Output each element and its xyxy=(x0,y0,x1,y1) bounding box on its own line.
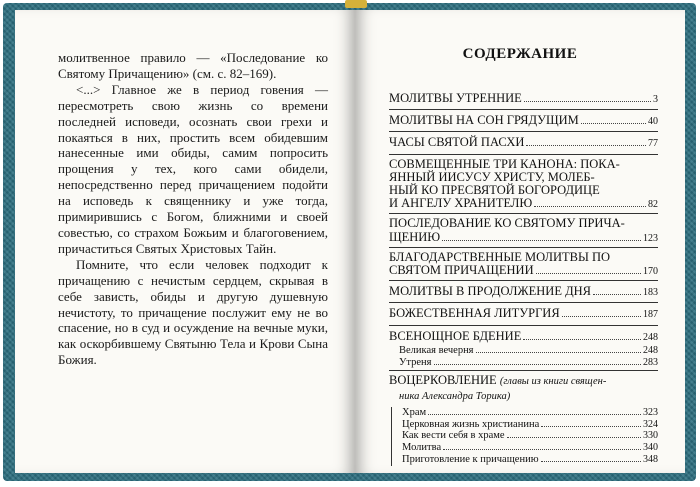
toc-entry-line: И АНГЕЛУ ХРАНИТЕЛЮ xyxy=(389,196,533,211)
toc-subentries xyxy=(389,345,658,369)
toc-subentry-title: Храм xyxy=(402,406,427,418)
toc-entry-note: (главы из книги священ- xyxy=(499,376,607,388)
toc-title: СОДЕРЖАНИЕ xyxy=(462,46,578,62)
toc-subentry[interactable] xyxy=(399,345,658,357)
toc-page-number: 248 xyxy=(643,344,658,356)
toc-subentries xyxy=(391,407,658,466)
toc-entry[interactable] xyxy=(389,158,658,215)
toc-entry[interactable] xyxy=(389,251,658,281)
toc-entry[interactable] xyxy=(389,374,658,467)
toc-subentry-title: Великая вечерня xyxy=(399,344,474,356)
toc-entry-line: ЯННЫЙ ИИСУСУ ХРИСТУ, МОЛЕБ- xyxy=(389,169,595,184)
toc-page-number: 77 xyxy=(648,138,658,150)
toc-entry-title: ЧАСЫ СВЯТОЙ ПАСХИ xyxy=(389,135,525,150)
toc-entry-line: ЩЕНИЮ xyxy=(389,229,441,244)
toc-entry-line: СВЯТОМ ПРИЧАЩЕНИИ xyxy=(389,263,534,278)
toc-entry[interactable] xyxy=(389,135,658,154)
toc-entry-note: ника Александра Торика) xyxy=(399,390,511,402)
paragraph: <...> Главное же в период говения — пересмотреть свою жизнь со времени последней исповеди, осознать свои грехи и покаяться в них, простить всем обидевшим нанесенные ими обиды, самим попросить прощения у тех, кого сами обидели, непосредственно перед причащением подойти на исповедь к священнику и уже тогда, примирившись с Богом, ближними и своей совестью, со страхом Божьим и благоговением, причаститься Святых Христовых Тайн. xyxy=(58,81,328,256)
toc-subentry[interactable] xyxy=(402,454,658,466)
toc-page-number: 187 xyxy=(643,309,658,321)
toc-subentry-title: Молитва xyxy=(402,442,442,454)
toc-entry-title: МОЛИТВЫ УТРЕННИЕ xyxy=(389,91,522,105)
body-text xyxy=(58,50,328,368)
toc-page-number: 324 xyxy=(643,418,658,430)
toc-subentry-title: Церковная жизнь христианина xyxy=(402,418,540,430)
toc-entry-line: ПОСЛЕДОВАНИЕ КО СВЯТОМУ ПРИЧА- xyxy=(389,216,625,231)
table-of-contents xyxy=(389,91,658,471)
toc-entry-line: СОВМЕЩЕННЫЕ ТРИ КАНОНА: ПОКА- xyxy=(389,156,620,171)
toc-entry-title: ВСЕНОЩНОЕ БДЕНИЕ xyxy=(389,328,522,343)
toc-subentry[interactable] xyxy=(399,357,658,369)
toc-page-number: 330 xyxy=(643,430,658,442)
toc-subentry-title: Как вести себя в храме xyxy=(402,430,505,442)
toc-entry-title: МОЛИТВЫ НА СОН ГРЯДУЩИМ xyxy=(389,113,579,128)
toc-entry[interactable] xyxy=(389,217,658,247)
toc-page-number: 40 xyxy=(648,116,658,128)
toc-page-number: 123 xyxy=(643,232,658,244)
toc-page-number: 348 xyxy=(643,454,658,466)
toc-subentry-title: Утреня xyxy=(399,356,432,368)
paragraph: молитвенное правило — «Последование ко Святому Причащению» (см. с. 82–169). xyxy=(58,50,328,81)
toc-page-number: 340 xyxy=(643,442,658,454)
toc-subentry[interactable] xyxy=(402,430,658,442)
toc-page-number: 323 xyxy=(643,406,658,418)
toc-entry[interactable] xyxy=(389,284,658,303)
toc-page-number: 183 xyxy=(643,287,658,299)
bookmark-ribbon xyxy=(345,0,367,8)
toc-entry-line: НЫЙ КО ПРЕСВЯТОЙ БОГОРОДИЦЕ xyxy=(389,183,600,198)
toc-subentry[interactable] xyxy=(402,442,658,454)
right-page xyxy=(355,10,685,473)
toc-subentry-title: Приготовление к причащению xyxy=(402,454,539,466)
toc-entry-title: МОЛИТВЫ В ПРОДОЛЖЕНИЕ ДНЯ xyxy=(389,284,591,299)
paragraph: Помните, что если человек подходит к причащению с нечистым сердцем, скрывая в себе зависть, обиды и другую душевную нечистоту, то причащение послужит ему не во спасение, но в суд и осуждение на вечные муки, как оскорбившему Святыню Тела и Крови Сына Божия. xyxy=(58,256,328,368)
left-page xyxy=(15,10,355,473)
toc-subentry[interactable] xyxy=(402,419,658,431)
toc-entry[interactable] xyxy=(389,113,658,132)
toc-entry[interactable] xyxy=(389,306,658,325)
toc-page-number: 3 xyxy=(653,94,658,105)
toc-page-number: 82 xyxy=(648,199,658,211)
toc-subentry[interactable] xyxy=(402,407,658,419)
toc-entry[interactable] xyxy=(389,329,658,372)
toc-entry[interactable] xyxy=(389,91,658,110)
toc-page-number: 283 xyxy=(643,356,658,368)
toc-page-number: 170 xyxy=(643,266,658,278)
toc-entry-title: ВОЦЕРКОВЛЕНИЕ xyxy=(389,373,497,388)
toc-entry-title: БОЖЕСТВЕННАЯ ЛИТУРГИЯ xyxy=(389,306,560,321)
toc-entry-line: БЛАГОДАРСТВЕННЫЕ МОЛИТВЫ ПО xyxy=(389,249,611,264)
toc-page-number: 248 xyxy=(643,331,658,343)
